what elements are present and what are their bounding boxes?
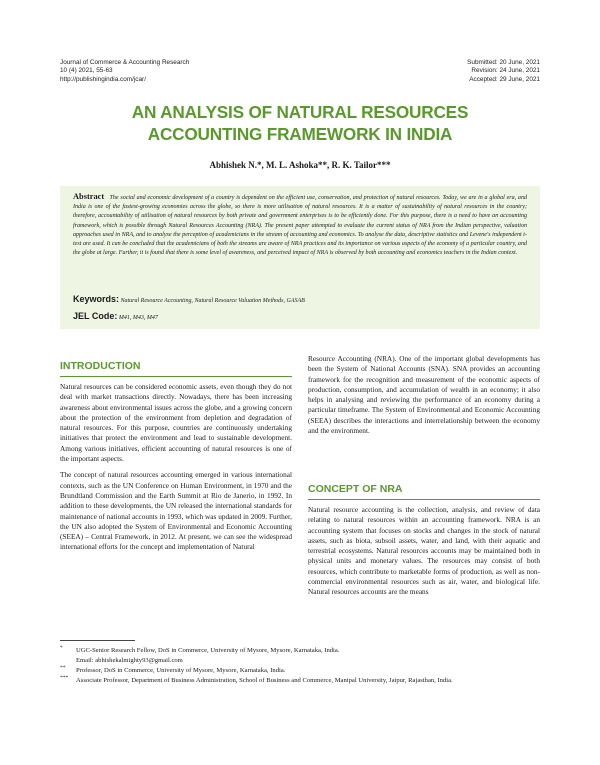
footnote-1 [60,646,540,656]
jel-label: JEL Code: [73,311,118,321]
footnote-email [60,656,540,666]
abstract-text: The social and economic development of a country is dependent on the efficient use, conservation, and protection of natural resources. Today, we are in a global era, and India is one of the fastest-growing economies across the globe, so there is more utilisation of natural resources. It is a matter of sustainability of natural resources in the country; therefore, accountability of utilisation of natural resources by both private and government enterprises is to be efficiently done. For this purpose, there is a need to have an accounting framework, which is possible through Natural Resources Accounting (NRA). The present paper attempted to evaluate the current status of NRA from the Indian perspective, valuation approaches used in NRA, and to analyse the perception of academicians in the stream of accounting and economics. To analyse the data, descriptive statistics and Levene's independent t-test are used. It can be concluded that the academicians of both the streams are aware of NRA practices and its importance on various aspects of the economy of a particular country, and the globe at large. Further, it is found that there is some level of awareness, and perceived impact of NRA is observed by both accounting and economics teachers in the Indian context. [73,195,527,257]
submitted-date: Submitted: 20 June, 2021 [467,59,540,66]
authors: Abhishek N.*, M. L. Ashoka**, R. K. Tailor*** [209,160,391,170]
footnote-mark: *** [60,675,69,681]
concept-body [308,505,540,604]
introduction-rule [60,376,292,377]
jel-text: M41, M43, M47 [118,315,158,321]
submission-dates [467,59,540,84]
journal-header [60,59,189,84]
title-line-1: AN ANALYSIS OF NATURAL RESOURCES [131,102,469,122]
concept-heading: CONCEPT OF NRA [308,483,403,495]
keywords-label: Keywords: [73,294,120,304]
paper-title [60,101,540,145]
footnote-mark: * [60,645,63,651]
accepted-date: Accepted: 29 June, 2021 [469,75,540,83]
introduction-paragraph-1: Natural resources can be considered economic assets, even though they do not deal with market transactions directly. Nowadays, there has been increasing awareness about environmental issues across the globe, and a growing concern about the protection of the environment from depletion and degradation of natural resources. For this purpose, countries are continuously undertaking initiatives that protect the environment and lead to sustainable development. Among various initiatives, efficient accounting of natural resources is one of the important aspects. [60,382,292,464]
introduction-paragraph-2: The concept of natural resources accounting emerged in various international contexts, such as the UN Conference on Human Environment, in 1970 and the Brundtland Commission and the Earth Summit at Rio de Janerio, in 1992. In addition to these developments, the UN released the international standards for maintenance of national accounts in 1993, which was updated in 2009. Further, the UN also adopted the System of Environmental and Economic Accounting (SEEA) – Central Framework, in 2012. At present, we can see the widespread international efforts for the concept and implementation of Natural [60,470,292,552]
footnote-3 [60,676,540,686]
journal-url[interactable]: http://publishingindia.com/jcar/ [60,75,146,83]
revision-date: Revision: 24 June, 2021 [471,67,540,75]
journal-issue: 10 (4) 2021, 55-63 [60,67,113,75]
footnote-mark: ** [60,665,66,671]
nra-continuation-paragraph: Resource Accounting (NRA). One of the important global developments has been the System of National Accounts (SNA). SNA provides an accounting framework for the recognition and measurement of the economic aspects of production, consumption, and accumulation of wealth in an economy; it also helps in analysing and reviewing the performance of an economy during a particular timeframe. The System of Environmental and Economic Accounting (SEEA) describes the interactions and interrelationship between the economy and the environment. [308,354,540,436]
right-column-continuation [308,354,540,442]
footnote-rule [60,640,135,641]
abstract [73,192,527,258]
concept-rule [308,499,540,500]
jel-codes [73,311,527,321]
keywords-text: Natural Resource Accounting, Natural Resource Valuation Methods, GASAB [120,298,305,304]
introduction-heading: INTRODUCTION [60,360,141,372]
keywords [73,294,527,304]
title-line-2: ACCOUNTING FRAMEWORK IN INDIA [147,124,453,144]
concept-paragraph-1: Natural resource accounting is the collection, analysis, and review of data relating to natural resources within an accounting framework. NRA is an accounting system that focuses on stocks and changes in the stock of natural assets, such as biota, subsoil assets, water, and land, with their aquatic and terrestrial ecosystems. Natural resources accounts may be maintained both in physical units and monetary values. The resources may consist of both resources, which contribute to marketable forms of production, as well as non-commercial environmental resources such as air, water, and biological life. Natural resources accounts are the means [308,505,540,597]
footnote-text: Professor, DoS in Commerce, University of Mysore, Mysore, Karnataka, India. [76,667,286,674]
journal-name: Journal of Commerce & Accounting Research [60,59,190,66]
footnote-text[interactable]: Email: abhishekalmighty93@gmail.com [76,657,183,664]
abstract-label: Abstract [73,192,105,201]
footnote-text: Associate Professor, Department of Business Administration, School of Business and Commerce, Manipal University, Jaipur, Rajasthan, India. [76,677,453,684]
footnote-2 [60,666,540,676]
introduction-body [60,382,292,559]
footnote-text: UGC-Senior Research Fellow, DoS in Commerce, University of Mysore, Mysore, Karnataka, India. [76,647,340,654]
